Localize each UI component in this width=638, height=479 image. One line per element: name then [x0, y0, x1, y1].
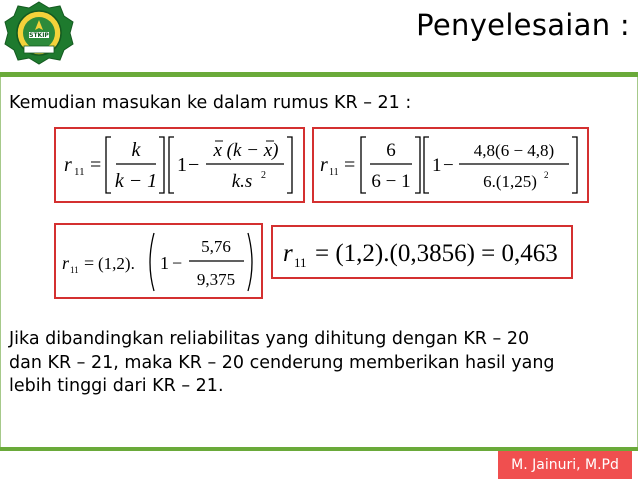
formula-step-minus: −: [172, 253, 183, 273]
formula-general-minus: −: [188, 154, 200, 176]
formula-general-frac2-den-sup: 2: [261, 170, 266, 181]
intro-text: Kemudian masukan ke dalam rumus KR – 21 :: [9, 93, 412, 113]
formula-result-expr: = (1,2).(0,3856) = 0,463: [315, 240, 558, 267]
page-title: Penyelesaian :: [416, 8, 630, 42]
logo-text: STKIP: [29, 32, 49, 39]
formula-substituted-minus: −: [443, 155, 454, 176]
formula-step-lhs: r: [62, 253, 70, 273]
formula-general-lhs: r: [64, 154, 72, 176]
formula-result-lhs: r: [283, 240, 293, 267]
formula-step-frac-num: 5,76: [201, 237, 231, 256]
conclusion-line: dan KR – 21, maka KR – 20 cenderung memberikan hasil yang: [9, 352, 555, 373]
formula-step-box: [54, 223, 263, 299]
formula-general-eq: =: [90, 154, 102, 176]
formula-result-lhs-sub: 11: [294, 255, 307, 270]
formula-general-one: 1: [177, 154, 187, 176]
formula-substituted-frac1-num: 6: [386, 140, 396, 161]
formula-general-frac1-num: k: [131, 139, 141, 161]
conclusion-line: Jika dibandingkan reliabilitas yang dihitung dengan KR – 20: [9, 329, 530, 349]
formula-substituted-lhs-sub: 11: [329, 167, 339, 178]
formula-substituted-box: [312, 127, 589, 203]
author-badge: M. Jainuri, M.Pd: [498, 451, 632, 479]
formula-general-frac1-den: k − 1: [114, 170, 158, 192]
formula-general-frac2-num: x (k − x): [213, 140, 279, 161]
stkip-logo: [2, 0, 76, 66]
header: [0, 0, 638, 72]
formula-substituted-frac2-den: 6.(1,25): [483, 172, 537, 191]
formula-step-eq: =: [84, 253, 95, 273]
formula-general-frac2-den: k.s: [231, 171, 253, 192]
formula-result-box: [271, 225, 573, 279]
formula-step-one: 1: [160, 253, 169, 273]
formula-substituted-frac2-num: 4,8(6 − 4,8): [473, 141, 555, 160]
conclusion-line: lebih tinggi dari KR – 21.: [9, 376, 224, 396]
conclusion-text: [9, 328, 629, 399]
formula-substituted-lhs: r: [320, 154, 328, 176]
formula-substituted-one: 1: [432, 155, 442, 176]
formula-substituted-frac1-den: 6 − 1: [371, 171, 411, 192]
formula-general-lhs-sub: 11: [74, 166, 85, 178]
formula-step-factor: (1,2).: [98, 254, 135, 273]
formula-substituted-eq: =: [344, 154, 356, 176]
formula-substituted-frac2-den-sup: 2: [544, 170, 549, 180]
formula-general-box: [54, 127, 305, 203]
formula-step-frac-den: 9,375: [196, 270, 236, 289]
formula-step-lhs-sub: 11: [70, 265, 79, 275]
